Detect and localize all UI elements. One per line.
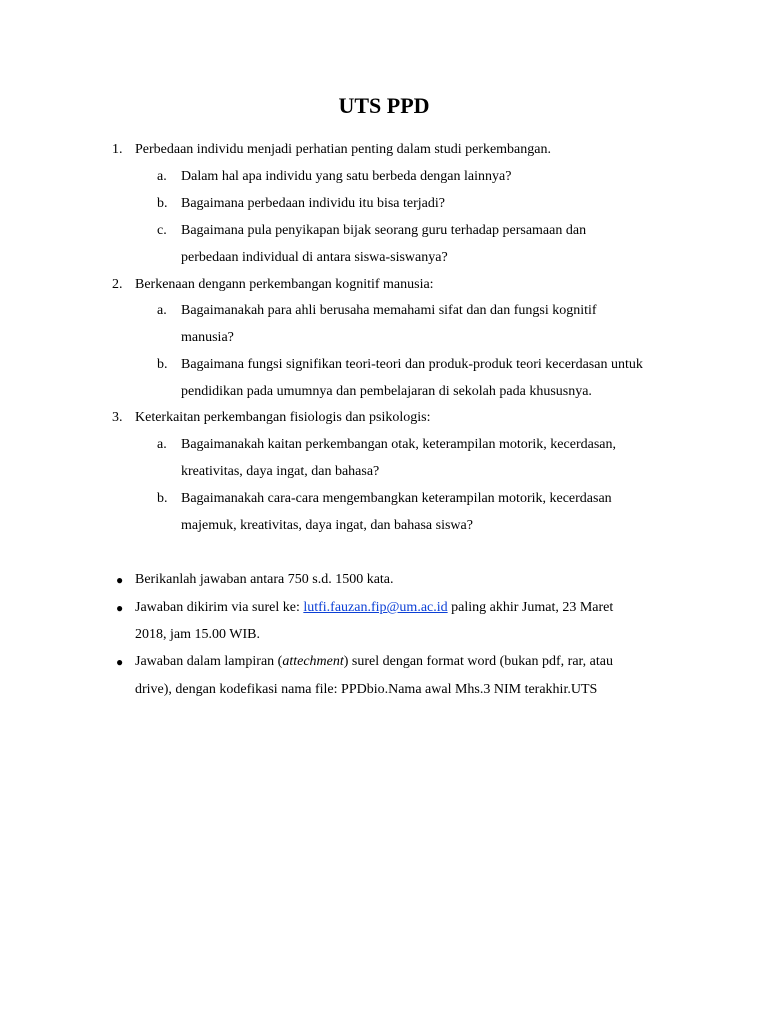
subquestion-text: kreativitas, daya ingat, dan bahasa? [181,464,380,479]
subquestion-text: Bagaimanakah para ahli berusaha memahami sifat dan dan fungsi kognitif [181,303,597,318]
subquestion-text: majemuk, kreativitas, daya ingat, dan bahasa siswa? [181,518,473,533]
question-number: 3. [112,410,123,425]
note-text-prefix: Jawaban dalam lampiran ( [135,654,283,669]
email-link[interactable]: lutfi.fauzan.fip@um.ac.id [303,600,448,615]
question-number: 1. [112,142,123,157]
note-text: Berikanlah jawaban antara 750 s.d. 1500 kata. [135,572,394,587]
subquestion-letter: a. [157,303,167,318]
bullet-icon: ● [116,655,124,669]
subquestion-text: perbedaan individual di antara siswa-siswanya? [181,250,448,265]
question-text: Keterkaitan perkembangan fisiologis dan psikologis: [135,410,431,425]
subquestion-letter: b. [157,357,168,372]
note-text [135,653,613,671]
subquestion-letter: c. [157,223,167,238]
subquestion-text: Bagaimana perbedaan individu itu bisa terjadi? [181,196,445,211]
subquestion-text: Bagaimanakah cara-cara mengembangkan keterampilan motorik, kecerdasan [181,491,612,506]
subquestion-letter: a. [157,437,167,452]
note-text: 2018, jam 15.00 WIB. [135,627,260,642]
subquestion-text: Bagaimana pula penyikapan bijak seorang guru terhadap persamaan dan [181,223,587,238]
subquestion-text: manusia? [181,330,234,345]
subquestion-text: Dalam hal apa individu yang satu berbeda dengan lainnya? [181,169,512,184]
question-text: Berkenaan dengann perkembangan kognitif manusia: [135,277,434,292]
page-title: UTS PPD [338,93,430,118]
subquestion-text: pendidikan pada umumnya dan pembelajaran di sekolah pada khususnya. [181,384,592,399]
note-text-prefix: Jawaban dikirim via surel ke: [135,600,304,615]
note-text [135,599,613,617]
subquestion-letter: a. [157,169,167,184]
subquestion-text: Bagaimana fungsi signifikan teori-teori dan produk-produk teori kecerdasan untuk [181,357,643,372]
note-text-suffix: paling akhir Jumat, 23 Maret [447,600,614,615]
subquestion-text: Bagaimanakah kaitan perkembangan otak, keterampilan motorik, kecerdasan, [181,437,616,452]
subquestion-letter: b. [157,491,168,506]
bullet-icon: ● [116,601,124,615]
note-text: drive), dengan kodefikasi nama file: PPDbio.Nama awal Mhs.3 NIM terakhir.UTS [135,682,598,697]
note-text-suffix: ) surel dengan format word (bukan pdf, rar, atau [343,654,613,669]
question-number: 2. [112,277,123,292]
subquestion-letter: b. [157,196,168,211]
note-text-emphasis: attechment [282,654,344,669]
bullet-icon: ● [116,573,124,587]
question-text: Perbedaan individu menjadi perhatian penting dalam studi perkembangan. [135,142,551,157]
